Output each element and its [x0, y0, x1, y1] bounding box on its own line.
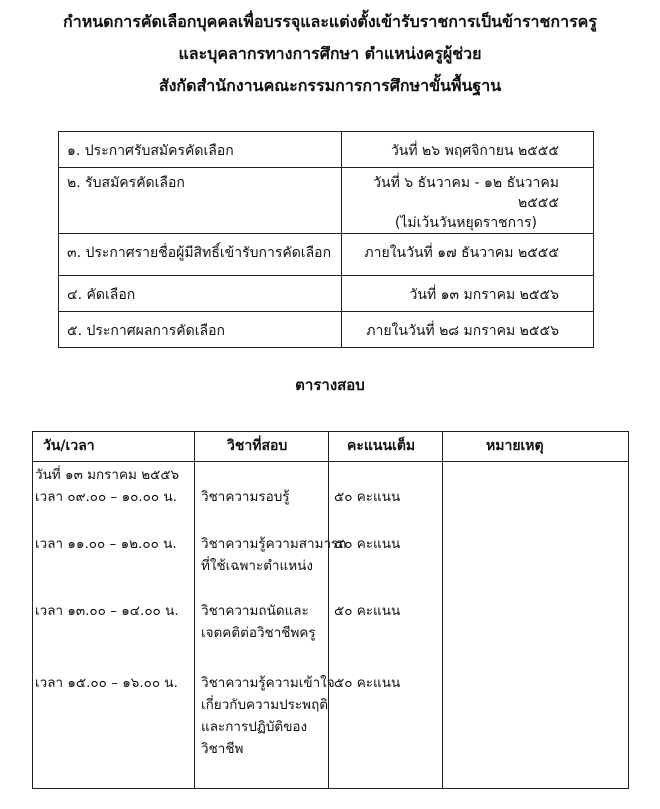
exam-time: เวลา ๑๕.๐๐ – ๑๖.๐๐ น. — [35, 675, 178, 691]
exam-date: วันที่ ๑๓ มกราคม ๒๕๕๖ — [35, 467, 180, 483]
schedule-date-cell — [342, 168, 594, 234]
schedule-item: ๓. ประกาศรายชื่อผู้มีสิทธิ์เข้ารับการคัดเลือก — [59, 234, 342, 276]
exam-score: ๕๐ คะแนน — [334, 489, 401, 505]
schedule-item: ๔. คัดเลือก — [59, 276, 342, 312]
exam-subject: วิชาความรู้ความเข้าใจ เกี่ยวกับความประพฤติ และการปฏิบัติของ วิชาชีพ — [201, 675, 335, 757]
schedule-row — [59, 168, 594, 234]
column-divider — [442, 432, 443, 788]
header-remark: หมายเหตุ — [486, 438, 544, 454]
schedule-row — [59, 276, 594, 312]
exam-subject: วิชาความถนัดและ เจตคติต่อวิชาชีพครู — [201, 603, 316, 641]
exam-time: เวลา ๐๙.๐๐ – ๑๐.๐๐ น. — [35, 489, 177, 505]
exam-score: ๕๐ คะแนน — [334, 675, 401, 691]
heading-line-2: และบุคลากรทางการศึกษา ตำแหน่งครูผู้ช่วย — [178, 44, 482, 63]
exam-subject: วิชาความรอบรู้ — [201, 489, 290, 505]
schedule-table — [58, 131, 594, 348]
schedule-date: ภายในวันที่ ๒๘ มกราคม ๒๕๕๖ — [342, 312, 594, 348]
schedule-date: ภายในวันที่ ๑๗ ธันวาคม ๒๕๕๕ — [342, 234, 594, 276]
header-subject: วิชาที่สอบ — [227, 438, 288, 454]
schedule-item: ๒. รับสมัครคัดเลือก — [59, 168, 342, 234]
schedule-date: วันที่ ๒๖ พฤศจิกายน ๒๕๕๕ — [342, 132, 594, 168]
heading-line-3: สังกัดสำนักงานคณะกรรมการการศึกษาขั้นพื้นฐาน — [158, 76, 502, 95]
schedule-date: วันที่ ๖ ธันวาคม - ๑๒ ธันวาคม ๒๕๕๕ — [373, 175, 559, 211]
header-score: คะแนนเต็ม — [347, 438, 416, 454]
exam-time: เวลา ๑๓.๐๐ – ๑๔.๐๐ น. — [35, 603, 179, 619]
schedule-item: ๑. ประกาศรับสมัครคัดเลือก — [59, 132, 342, 168]
schedule-note: (ไม่เว้นวันหยุดราชการ) — [394, 215, 537, 231]
column-divider — [194, 432, 195, 788]
exam-time: เวลา ๑๑.๐๐ – ๑๒.๐๐ น. — [35, 536, 177, 552]
schedule-row — [59, 312, 594, 348]
schedule-item: ๕. ประกาศผลการคัดเลือก — [59, 312, 342, 348]
header-time: วัน/เวลา — [43, 438, 95, 454]
heading-line-1: กำหนดการคัดเลือกบุคคลเพื่อบรรจุและแต่งตั้งเข้ารับราชการเป็นข้าราชการครู — [63, 12, 597, 31]
schedule-date: วันที่ ๑๓ มกราคม ๒๕๕๖ — [342, 276, 594, 312]
schedule-row — [59, 132, 594, 168]
schedule-row — [59, 234, 594, 276]
exam-score: ๕๐ คะแนน — [334, 536, 401, 552]
exam-table-title: ตารางสอบ — [295, 376, 365, 394]
exam-subject: วิชาความรู้ความสามารถ ที่ใช้เฉพาะตำแหน่ง — [201, 536, 347, 574]
exam-table — [32, 431, 629, 789]
exam-score: ๕๐ คะแนน — [334, 603, 401, 619]
